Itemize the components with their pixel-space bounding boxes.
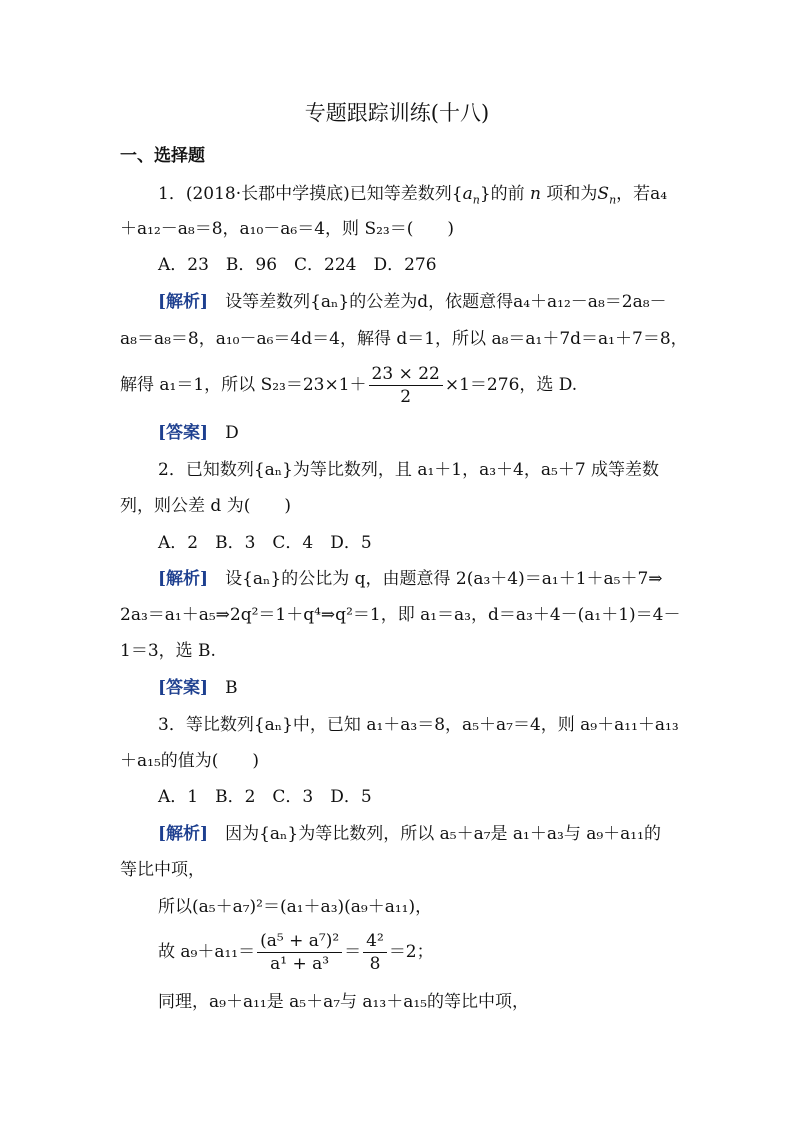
q1-stem-line1: 1．(2018·长郡中学摸底)已知等差数列$\{a_n\}$的前 n 项和为$S_n$，若a₄ — [158, 184, 668, 207]
answer-tag: [答案] — [158, 423, 209, 443]
fraction: $\frac{\text{(a⁵ + a⁷)²}}{\text{a¹ + a³}}$ — [257, 930, 342, 975]
page-title: 专题跟踪训练(十八) — [304, 101, 490, 125]
q3-analysis-line2: 等比中项， — [120, 860, 205, 880]
q3-analysis-line4: 故 a₉＋a₁₁＝ $\frac{\text{(a⁵ + a⁷)²}}{\text{a¹ + a³}}$ ＝ $\frac{\text{4²}}{8}$ ＝2； — [158, 931, 434, 974]
q2-options: A．2 B．3 C．4 D．5 — [158, 533, 372, 553]
q3-stem-line2: ＋a₁₅的值为( ) — [120, 751, 260, 771]
answer-tag: [答案] — [158, 678, 209, 698]
q2-answer: [答案] B — [158, 678, 238, 698]
q2-analysis-line3: 1＝3，选 B. — [120, 641, 216, 661]
section-heading: 一、选择题 — [120, 146, 205, 166]
q1-analysis-line3: 解得 a₁＝1，所以 S₂₃＝23×1＋ $\frac{23 \times 22}{2}$ ×1＝276，选 D. — [120, 364, 578, 407]
q1-stem-line2: ＋a₁₂－a₈＝8，a₁₀－a₆＝4，则 S₂₃＝( ) — [120, 219, 455, 239]
analysis-tag: [解析] — [158, 824, 209, 844]
q1-analysis-line2: a₈＝a₈＝8，a₁₀－a₆＝4d＝4，解得 d＝1，所以 a₈＝a₁＋7d＝a₁＋7＝8， — [120, 329, 688, 349]
q2-stem-line2: 列，则公差 d 为( ) — [120, 496, 291, 516]
q3-analysis-line1: [解析] 因为{aₙ}为等比数列，所以 a₅＋a₇是 a₁＋a₃与 a₉＋a₁₁的 — [158, 824, 661, 844]
fraction: $\frac{23 \times 22}{2}$ — [369, 363, 443, 408]
q1-analysis-line1: [解析] 设等差数列{aₙ}的公差为d，依题意得a₄＋a₁₂－a₈＝2a₈－ — [158, 292, 667, 312]
q1-options: A．23 B．96 C．224 D．276 — [158, 255, 437, 275]
q2-stem-line1: 2．已知数列{aₙ}为等比数列，且 a₁＋1，a₃＋4，a₅＋7 成等差数 — [158, 460, 660, 480]
q2-analysis-line2: 2a₃＝a₁＋a₅⇒2q²＝1＋q⁴⇒q²＝1，即 a₁＝a₃，d＝a₃＋4－(a₁＋1)＝4－ — [120, 605, 681, 625]
fraction: $\frac{\text{4²}}{8}$ — [363, 930, 387, 975]
q3-analysis-line5: 同理，a₉＋a₁₁是 a₅＋a₇与 a₁₃＋a₁₅的等比中项， — [158, 992, 529, 1012]
analysis-tag: [解析] — [158, 569, 209, 589]
q3-stem-line1: 3．等比数列{aₙ}中，已知 a₁＋a₃＝8，a₅＋a₇＝4，则 a₉＋a₁₁＋a₁₃ — [158, 715, 679, 735]
q3-analysis-line3: 所以(a₅＋a₇)²＝(a₁＋a₃)(a₉＋a₁₁)， — [158, 897, 433, 917]
q2-analysis-line1: [解析] 设{aₙ}的公比为 q，由题意得 2(a₃＋4)＝a₁＋1＋a₅＋7⇒ — [158, 569, 663, 589]
q3-options: A．1 B．2 C．3 D．5 — [158, 787, 372, 807]
q1-answer: [答案] D — [158, 423, 239, 443]
analysis-tag: [解析] — [158, 292, 209, 312]
